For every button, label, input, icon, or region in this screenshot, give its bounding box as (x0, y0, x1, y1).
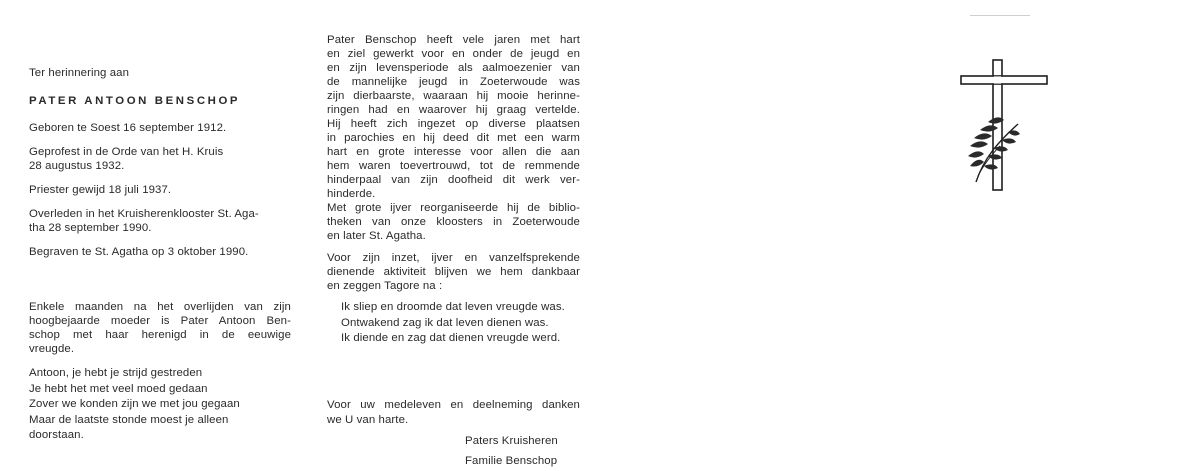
cover-panel (600, 0, 1200, 468)
fact-birth: Geboren te Soest 16 september 1912. (29, 122, 227, 134)
signature-kruisheren: Paters Kruisheren (465, 434, 558, 447)
fact-burial: Begraven te St. Agatha op 3 oktober 1990. (29, 246, 249, 258)
divider (970, 15, 1030, 16)
deceased-name: PATER ANTOON BENSCHOP (29, 95, 241, 107)
middle-panel (327, 33, 580, 471)
biography-paragraph-3: Met grote ijver reorganiseerde hij de biblio- theken van onze kloosters in Zoeterwoude en later St. Agatha. (327, 202, 580, 242)
tagore-quote: Ik sliep en droomde dat leven vreugde was. Ontwakend zag ik dat leven dienen was. Ik diende en zag dat dienen vreugde werd. (341, 301, 565, 344)
fact-death: Overleden in het Kruisherenklooster St. Aga- tha 28 september 1990. (29, 208, 259, 234)
life-facts (29, 121, 291, 259)
fact-profession: Geprofest in de Orde van het H. Kruis 28 augustus 1932. (29, 146, 224, 172)
intro-text: Ter herinnering aan (29, 67, 130, 79)
biography-paragraph-2: Hij heeft zich ingezet op diverse plaatsen in parochies en hij deed dit met een warm hart en grote interesse voor allen die aan hem waren toevertrouwd, tot de remmende hinderpaal van zijn doofheid dit werk ver- hinderde. (327, 118, 580, 200)
biography-paragraph-4: Voor zijn inzet, ijver en vanzelfsprekende dienende aktiviteit blijven we hem dankbaar en zeggen Tagore na : (327, 252, 580, 292)
signature-family: Familie Benschop (465, 454, 558, 467)
cross-with-wheat-icon (948, 58, 1068, 194)
left-panel (29, 66, 291, 444)
fact-ordination: Priester gewijd 18 juli 1937. (29, 184, 172, 196)
mother-paragraph: Enkele maanden na het overlijden van zijn hoogbejaarde moeder is Pater Antoon Ben- schop met haar herenigd in de eeuwige vreugde. (29, 301, 291, 355)
thanks-text: Voor uw medeleven en deelneming danken we U van harte. (327, 398, 580, 426)
signatures (327, 431, 580, 471)
poem: Antoon, je hebt je strijd gestreden Je hebt het met veel moed gedaan Zover we konden zijn we met jou gegaan Maar de laatste stonde moest je alleen doorstaan. (29, 367, 240, 441)
biography-paragraph-1: Pater Benschop heeft vele jaren met hart en ziel gewerkt voor en onder de jeugd en en zijn levensperiode als aalmoezenier van de mannelijke jeugd in Zoeterwoude was zijn dierbaarste, waaraan hij mooie herinne- ringen had en waarover hij graag vertelde. (327, 34, 580, 116)
